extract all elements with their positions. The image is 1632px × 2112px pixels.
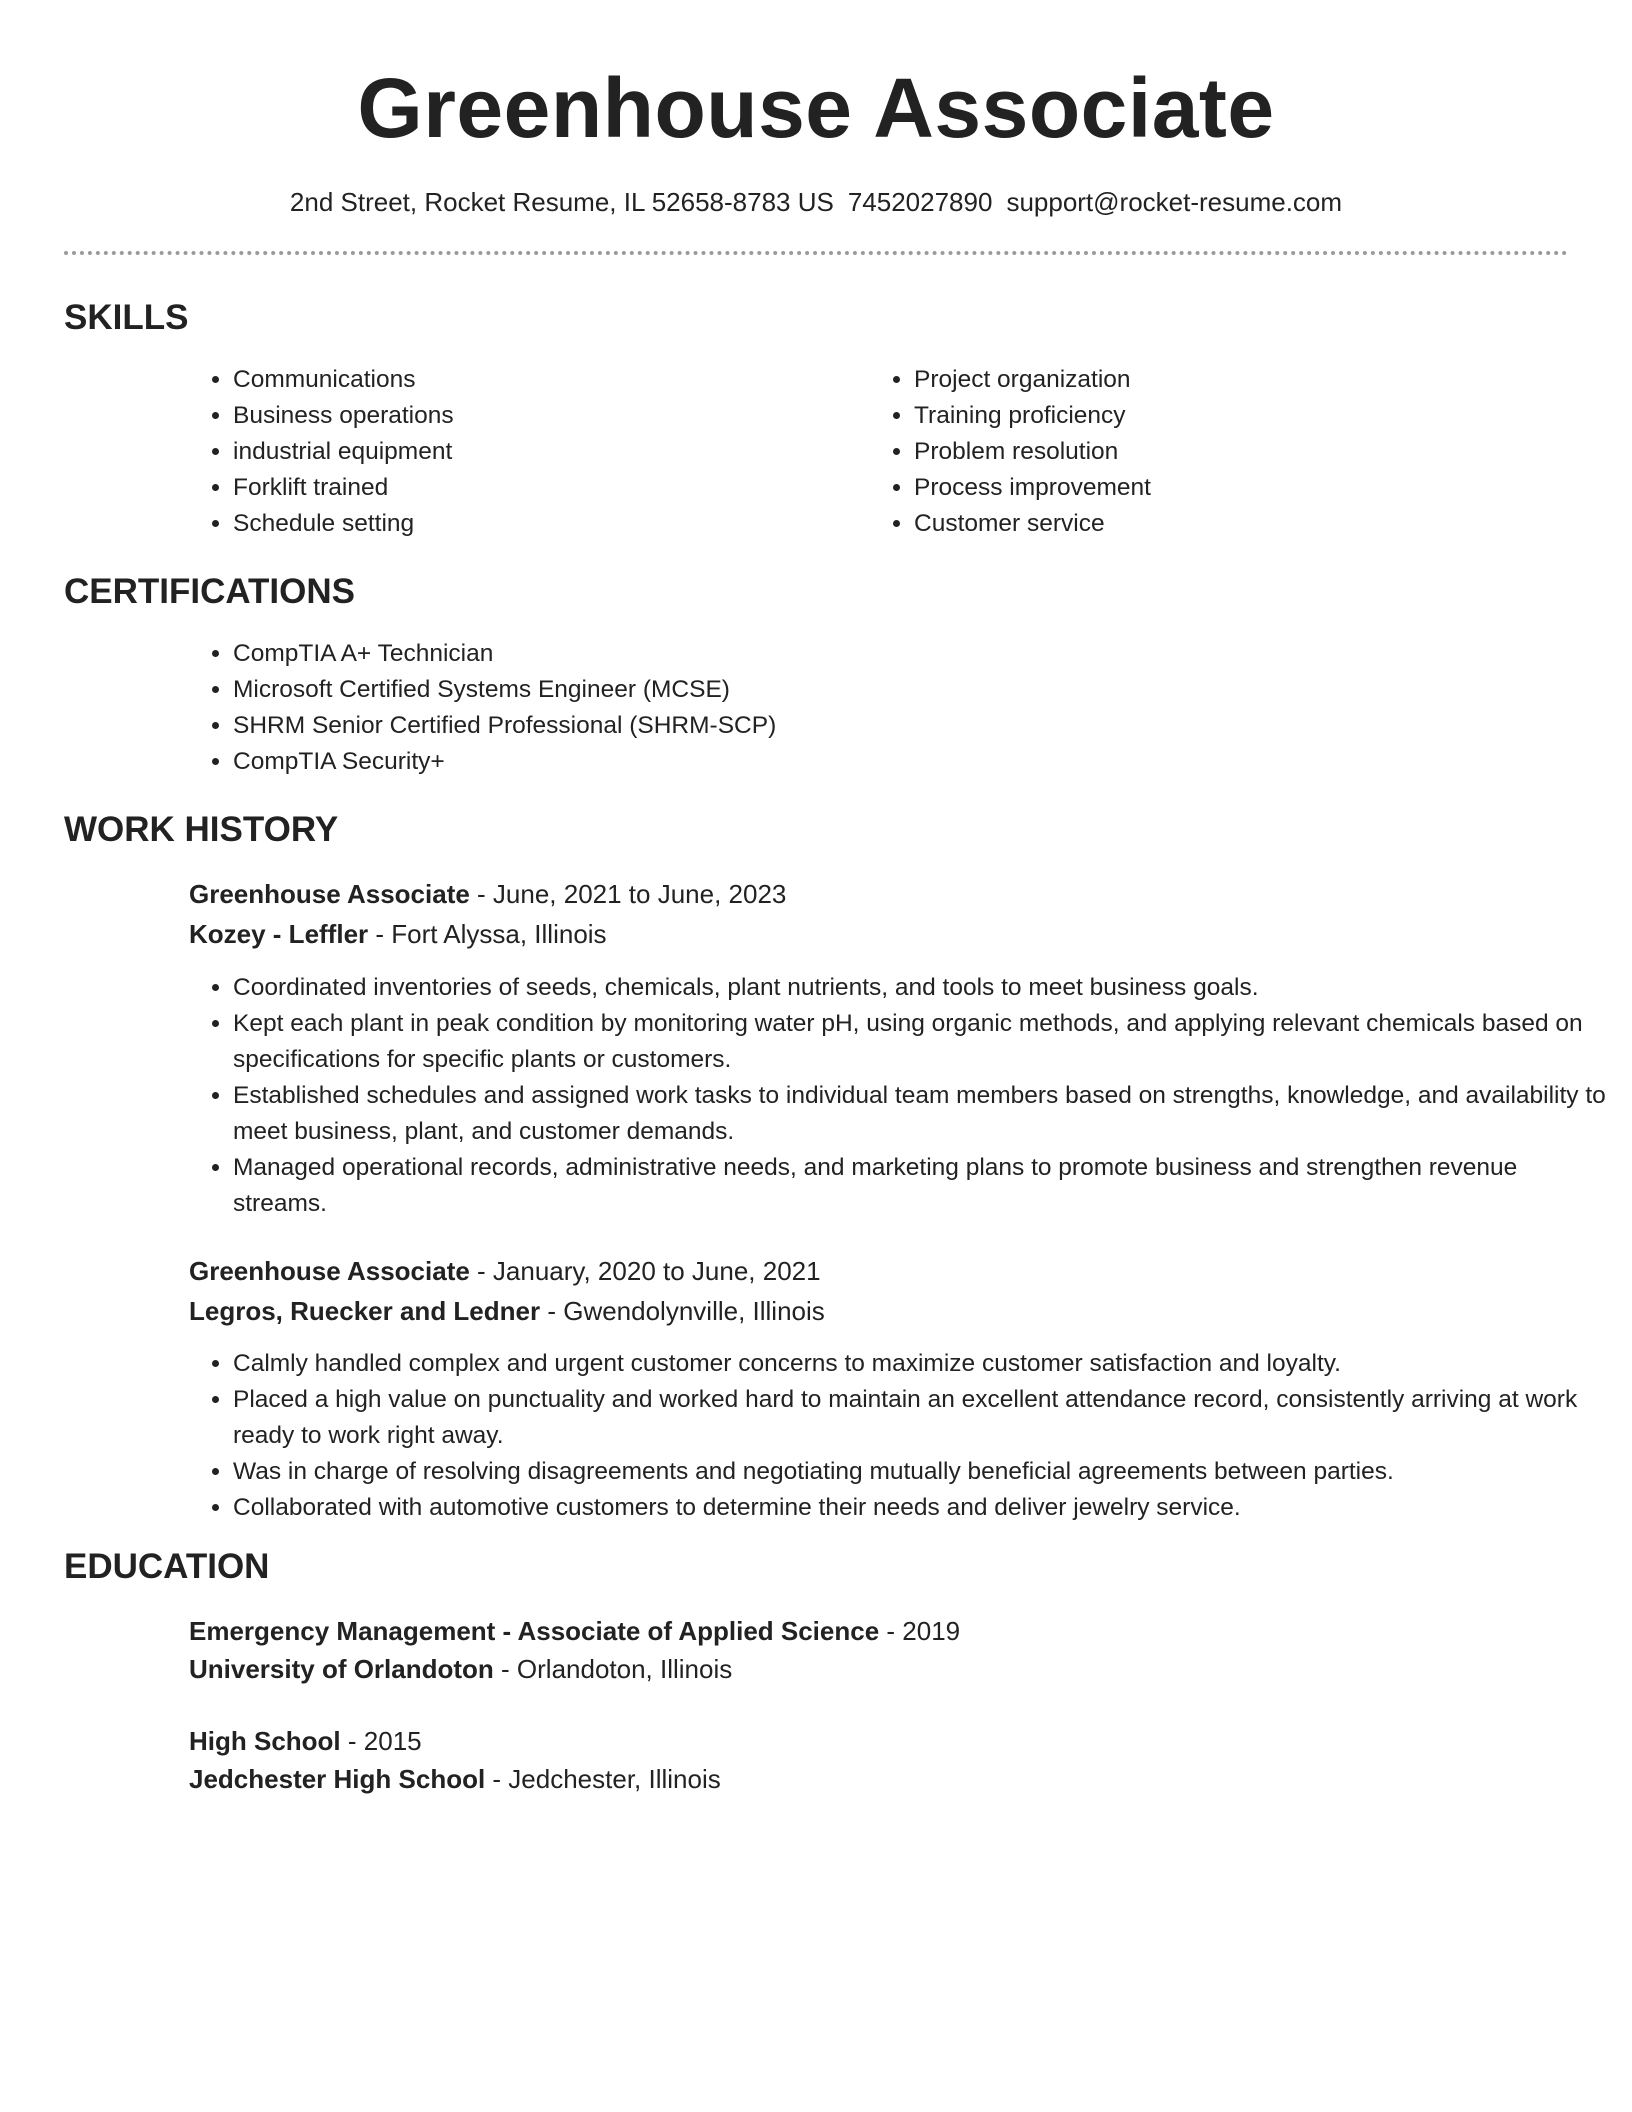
list-item: • Business operations [233,398,833,434]
list-item: • industrial equipment [233,434,833,470]
certifications-list [189,636,1233,780]
edu-2-degree: High School [189,1726,341,1756]
list-item: • CompTIA Security+ [233,744,1233,780]
header-divider [64,251,1568,255]
job-2-role: Greenhouse Associate [189,1256,470,1286]
list-item: • Customer service [914,506,1514,542]
list-item: • Schedule setting [233,506,833,542]
edu-1-degree-line [189,1611,960,1651]
list-item: • SHRM Senior Certified Professional (SHRM-SCP) [233,708,1233,744]
list-item: • Was in charge of resolving disagreements and negotiating mutually beneficial agreements between parties. [233,1454,1613,1490]
list-item: • Calmly handled complex and urgent customer concerns to maximize customer satisfaction and loyalty. [233,1346,1613,1382]
education-title: EDUCATION [64,1547,270,1586]
list-item: • Established schedules and assigned work tasks to individual team members based on strengths, knowledge, and availability to meet business, plant, and customer demands. [233,1078,1613,1150]
edu-2-school-line [189,1759,721,1799]
job-1-dates: - June, 2021 to June, 2023 [469,879,787,909]
list-item: • Managed operational records, administrative needs, and marketing plans to promote business and strengthen revenue streams. [233,1150,1613,1222]
job-2-bullets [189,1346,1613,1526]
contact-address: 2nd Street, Rocket Resume, IL 52658-8783 US [289,187,834,217]
list-item: • Training proficiency [914,398,1514,434]
list-item: • Coordinated inventories of seeds, chemicals, plant nutrients, and tools to meet business goals. [233,970,1613,1006]
list-item: • Placed a high value on punctuality and worked hard to maintain an excellent attendance record, consistently arriving at work ready to work right away. [233,1382,1613,1454]
job-1-title-line [189,874,786,914]
edu-1-location: - Orlandoton, Illinois [493,1654,733,1684]
job-2-title-line [189,1251,821,1291]
list-item: • Forklift trained [233,470,833,506]
job-1-location: - Fort Alyssa, Illinois [368,919,607,949]
list-item: • Kept each plant in peak condition by monitoring water pH, using organic methods, and applying relevant chemicals based on specifications for specific plants or customers. [233,1006,1613,1078]
skills-title: SKILLS [64,298,189,337]
job-1-company: Kozey - Leffler [189,919,369,949]
job-2-company-line [189,1291,825,1331]
job-1-bullets [189,970,1613,1222]
edu-2-year: - 2015 [340,1726,422,1756]
skills-list-left [189,362,833,542]
certifications-title: CERTIFICATIONS [64,572,356,611]
contact-line [0,182,1632,222]
resume-name: Greenhouse Associate [357,61,1275,155]
list-item: • Communications [233,362,833,398]
list-item: • Problem resolution [914,434,1514,470]
list-item: • Project organization [914,362,1514,398]
work-history-title: WORK HISTORY [64,810,339,849]
edu-2-degree-line [189,1721,422,1761]
contact-email: support@rocket-resume.com [1006,187,1343,217]
job-1-company-line [189,914,607,954]
job-2-location: - Gwendolynville, Illinois [540,1296,825,1326]
edu-2-school: Jedchester High School [189,1764,486,1794]
edu-1-school: University of Orlandoton [189,1654,494,1684]
list-item: • Microsoft Certified Systems Engineer (MCSE) [233,672,1233,708]
edu-1-degree: Emergency Management - Associate of Applied Science [189,1616,880,1646]
edu-1-year: - 2019 [879,1616,961,1646]
job-2-company: Legros, Ruecker and Ledner [189,1296,541,1326]
list-item: • Process improvement [914,470,1514,506]
skills-list-right [870,362,1514,542]
job-2-dates: - January, 2020 to June, 2021 [469,1256,821,1286]
edu-1-school-line [189,1649,732,1689]
contact-phone: 7452027890 [847,187,993,217]
job-1-role: Greenhouse Associate [189,879,470,909]
list-item: • CompTIA A+ Technician [233,636,1233,672]
list-item: • Collaborated with automotive customers to determine their needs and deliver jewelry service. [233,1490,1613,1526]
edu-2-location: - Jedchester, Illinois [485,1764,721,1794]
